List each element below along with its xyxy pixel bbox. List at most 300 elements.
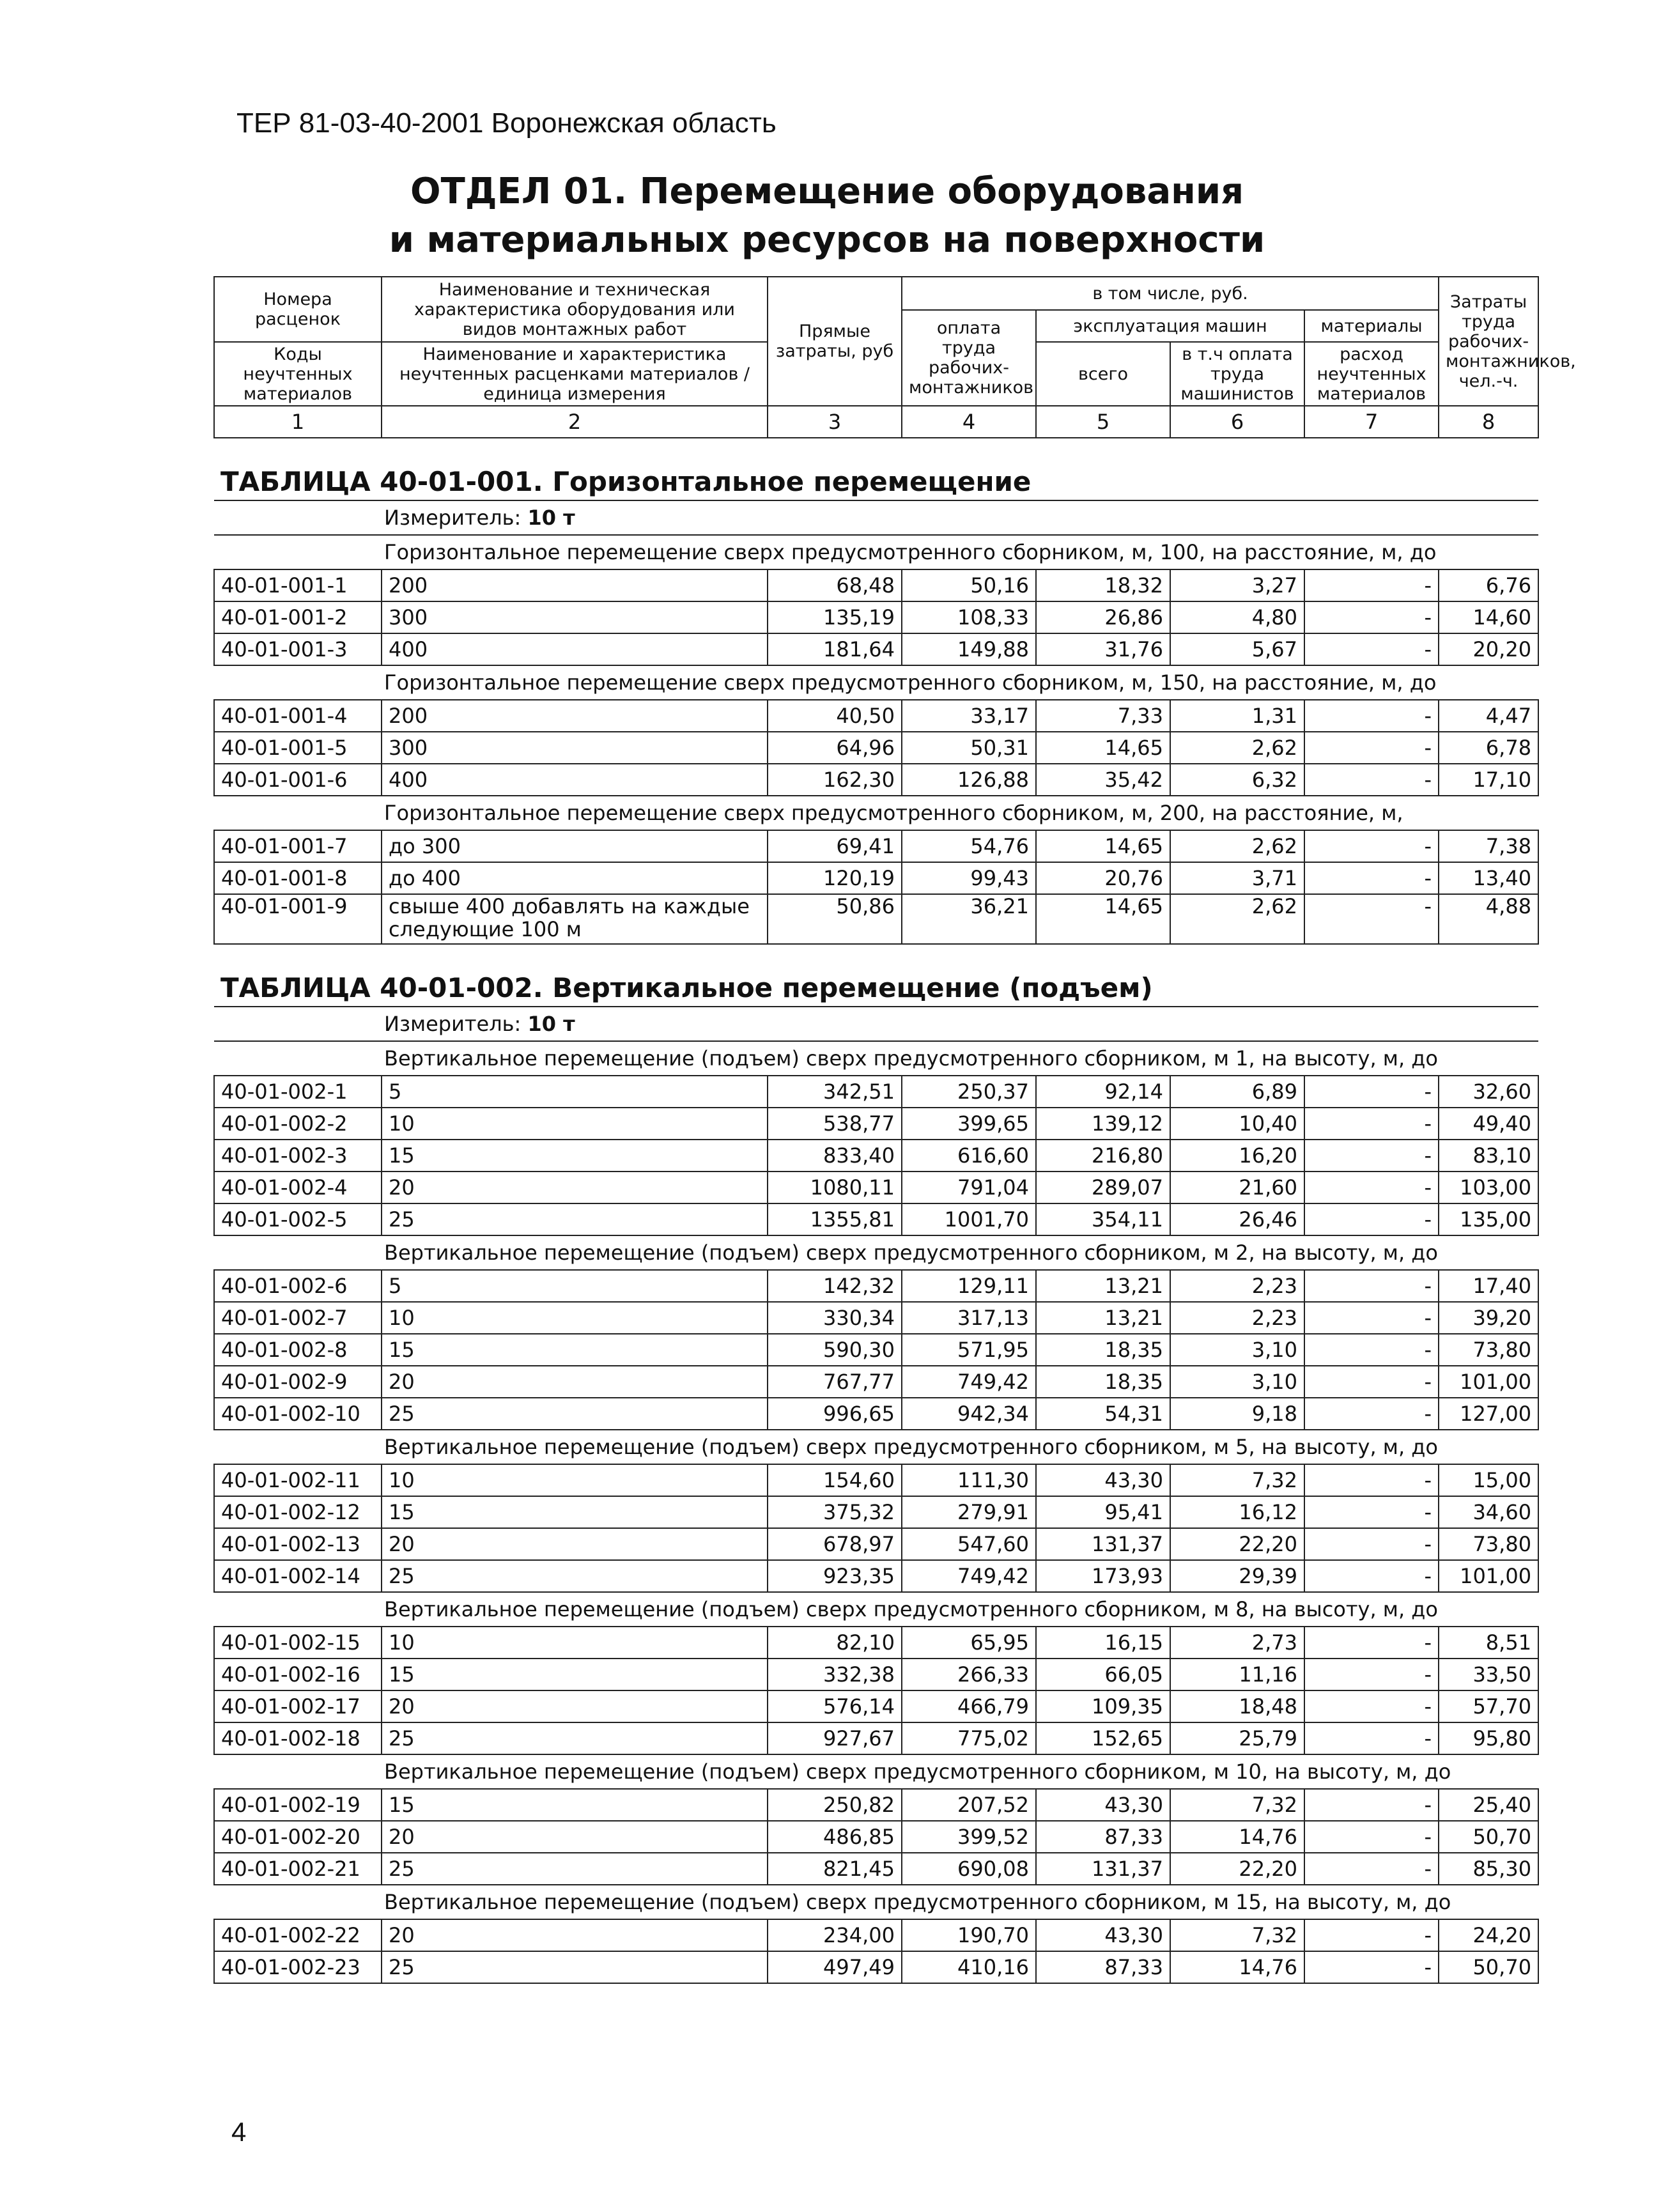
rate-name: 10	[382, 1108, 768, 1140]
rate-name: 25	[382, 1853, 768, 1885]
machines-total: 289,07	[1036, 1172, 1170, 1203]
group-caption-row	[214, 796, 1538, 830]
rate-code: 40-01-002-6	[214, 1270, 382, 1302]
rate-name: 300	[382, 601, 768, 633]
materials: -	[1304, 1853, 1439, 1885]
materials: -	[1304, 1690, 1439, 1722]
table-row	[214, 1853, 1538, 1885]
direct-costs: 142,32	[768, 1270, 902, 1302]
rate-name: 400	[382, 764, 768, 796]
header-labor-hours: Затраты труда рабочих-монтажников, чел.-ч.	[1439, 277, 1538, 406]
rate-name: до 400	[382, 862, 768, 894]
header-direct-costs: Прямые затраты, руб	[768, 277, 902, 406]
measure-value: 10 т	[527, 1012, 575, 1036]
labor-hours: 17,10	[1439, 764, 1538, 796]
labor-hours: 7,38	[1439, 830, 1538, 862]
group-caption: Вертикальное перемещение (подъем) сверх предусмотренного сборником, м 15, на высоту, м, до	[214, 1885, 1538, 1919]
labor-hours: 83,10	[1439, 1140, 1538, 1172]
direct-costs: 120,19	[768, 862, 902, 894]
table-row	[214, 1270, 1538, 1302]
page-number: 4	[231, 2117, 247, 2147]
group-caption-row	[214, 665, 1538, 700]
group-caption-row	[214, 1430, 1538, 1464]
direct-costs: 135,19	[768, 601, 902, 633]
rate-name: 20	[382, 1172, 768, 1203]
machines-total: 43,30	[1036, 1789, 1170, 1821]
table-row	[214, 1108, 1538, 1140]
direct-costs: 590,30	[768, 1334, 902, 1366]
table-row	[214, 601, 1538, 633]
labor-hours: 135,00	[1439, 1203, 1538, 1235]
header-material-consumption: расход неучтенных материалов	[1304, 342, 1439, 406]
labor-hours: 39,20	[1439, 1302, 1538, 1334]
worker-pay: 399,52	[902, 1821, 1036, 1853]
rate-name: до 300	[382, 830, 768, 862]
labor-hours: 14,60	[1439, 601, 1538, 633]
materials: -	[1304, 1108, 1439, 1140]
materials: -	[1304, 700, 1439, 732]
worker-pay: 775,02	[902, 1722, 1036, 1754]
table-row	[214, 633, 1538, 665]
table-row	[214, 1919, 1538, 1951]
rate-code: 40-01-002-8	[214, 1334, 382, 1366]
rate-name: 20	[382, 1690, 768, 1722]
group-caption-row	[214, 1885, 1538, 1919]
operator-pay: 3,71	[1170, 862, 1304, 894]
worker-pay: 54,76	[902, 830, 1036, 862]
labor-hours: 73,80	[1439, 1528, 1538, 1560]
table-row	[214, 1821, 1538, 1853]
rate-name: 25	[382, 1203, 768, 1235]
rate-code: 40-01-002-13	[214, 1528, 382, 1560]
rate-code: 40-01-001-5	[214, 732, 382, 764]
worker-pay: 129,11	[902, 1270, 1036, 1302]
materials: -	[1304, 1464, 1439, 1496]
worker-pay: 50,31	[902, 732, 1036, 764]
worker-pay: 99,43	[902, 862, 1036, 894]
table-row	[214, 1203, 1538, 1235]
rate-code: 40-01-002-14	[214, 1560, 382, 1592]
rate-name: 20	[382, 1366, 768, 1398]
operator-pay: 11,16	[1170, 1659, 1304, 1690]
operator-pay: 3,10	[1170, 1334, 1304, 1366]
column-number: 7	[1304, 406, 1439, 438]
operator-pay: 9,18	[1170, 1398, 1304, 1430]
header-rate-numbers: Номера расценок	[214, 277, 382, 342]
direct-costs: 996,65	[768, 1398, 902, 1430]
rate-code: 40-01-001-3	[214, 633, 382, 665]
measure-cell	[214, 1007, 1538, 1041]
worker-pay: 207,52	[902, 1789, 1036, 1821]
worker-pay: 942,34	[902, 1398, 1036, 1430]
header-unaccounted-codes: Коды неучтенных материалов	[214, 342, 382, 406]
direct-costs: 330,34	[768, 1302, 902, 1334]
header-machine-operation: эксплуатация машин	[1036, 310, 1304, 342]
operator-pay: 10,40	[1170, 1108, 1304, 1140]
group-caption-row	[214, 1754, 1538, 1789]
materials: -	[1304, 1334, 1439, 1366]
machines-total: 16,15	[1036, 1627, 1170, 1659]
direct-costs: 497,49	[768, 1951, 902, 1983]
machines-total: 139,12	[1036, 1108, 1170, 1140]
rate-code: 40-01-002-10	[214, 1398, 382, 1430]
direct-costs: 162,30	[768, 764, 902, 796]
group-caption-row	[214, 1235, 1538, 1270]
measure-label: Измеритель:	[384, 506, 522, 530]
labor-hours: 4,88	[1439, 894, 1538, 944]
direct-costs: 342,51	[768, 1076, 902, 1108]
labor-hours: 49,40	[1439, 1108, 1538, 1140]
direct-costs: 375,32	[768, 1496, 902, 1528]
machines-total: 87,33	[1036, 1951, 1170, 1983]
labor-hours: 103,00	[1439, 1172, 1538, 1203]
operator-pay: 7,32	[1170, 1464, 1304, 1496]
machines-total: 13,21	[1036, 1302, 1170, 1334]
worker-pay: 65,95	[902, 1627, 1036, 1659]
worker-pay: 571,95	[902, 1334, 1036, 1366]
operator-pay: 22,20	[1170, 1528, 1304, 1560]
machines-total: 131,37	[1036, 1528, 1170, 1560]
machines-total: 131,37	[1036, 1853, 1170, 1885]
materials: -	[1304, 1659, 1439, 1690]
labor-hours: 25,40	[1439, 1789, 1538, 1821]
table-title: ТАБЛИЦА 40-01-001. Горизонтальное перемещение	[214, 438, 1538, 500]
measure-value: 10 т	[527, 506, 575, 530]
section-title-line-1: ОТДЕЛ 01. Перемещение оборудования	[410, 171, 1244, 212]
labor-hours: 13,40	[1439, 862, 1538, 894]
materials: -	[1304, 1496, 1439, 1528]
labor-hours: 73,80	[1439, 1334, 1538, 1366]
materials: -	[1304, 633, 1439, 665]
column-number: 8	[1439, 406, 1538, 438]
labor-hours: 101,00	[1439, 1366, 1538, 1398]
worker-pay: 410,16	[902, 1951, 1036, 1983]
measure-label: Измеритель:	[384, 1012, 522, 1036]
machines-total: 18,35	[1036, 1334, 1170, 1366]
rate-name: 10	[382, 1302, 768, 1334]
direct-costs: 82,10	[768, 1627, 902, 1659]
rate-code: 40-01-002-2	[214, 1108, 382, 1140]
labor-hours: 50,70	[1439, 1821, 1538, 1853]
labor-hours: 33,50	[1439, 1659, 1538, 1690]
operator-pay: 1,31	[1170, 700, 1304, 732]
column-number: 2	[382, 406, 768, 438]
direct-costs: 538,77	[768, 1108, 902, 1140]
machines-total: 216,80	[1036, 1140, 1170, 1172]
rate-name: 200	[382, 700, 768, 732]
materials: -	[1304, 569, 1439, 601]
column-number: 3	[768, 406, 902, 438]
rate-code: 40-01-002-1	[214, 1076, 382, 1108]
materials: -	[1304, 1560, 1439, 1592]
rate-code: 40-01-001-8	[214, 862, 382, 894]
column-number: 6	[1170, 406, 1304, 438]
rate-code: 40-01-001-1	[214, 569, 382, 601]
worker-pay: 50,16	[902, 569, 1036, 601]
operator-pay: 25,79	[1170, 1722, 1304, 1754]
machines-total: 18,35	[1036, 1366, 1170, 1398]
machines-total: 66,05	[1036, 1659, 1170, 1690]
machines-total: 18,32	[1036, 569, 1170, 601]
materials: -	[1304, 1722, 1439, 1754]
materials: -	[1304, 1821, 1439, 1853]
measure-cell	[214, 500, 1538, 535]
table-row	[214, 1140, 1538, 1172]
rate-code: 40-01-001-7	[214, 830, 382, 862]
worker-pay: 399,65	[902, 1108, 1036, 1140]
rate-code: 40-01-002-16	[214, 1659, 382, 1690]
rate-code: 40-01-002-5	[214, 1203, 382, 1235]
labor-hours: 101,00	[1439, 1560, 1538, 1592]
rate-name: 25	[382, 1951, 768, 1983]
operator-pay: 2,23	[1170, 1302, 1304, 1334]
materials: -	[1304, 1302, 1439, 1334]
worker-pay: 1001,70	[902, 1203, 1036, 1235]
section-title-line-2: и материальных ресурсов на поверхности	[389, 219, 1265, 261]
direct-costs: 69,41	[768, 830, 902, 862]
group-caption: Вертикальное перемещение (подъем) сверх предусмотренного сборником, м 5, на высоту, м, до	[214, 1430, 1538, 1464]
direct-costs: 576,14	[768, 1690, 902, 1722]
table-row	[214, 1951, 1538, 1983]
table-row	[214, 1496, 1538, 1528]
rate-code: 40-01-002-19	[214, 1789, 382, 1821]
rate-code: 40-01-002-7	[214, 1302, 382, 1334]
direct-costs: 1080,11	[768, 1172, 902, 1203]
direct-costs: 50,86	[768, 894, 902, 944]
labor-hours: 50,70	[1439, 1951, 1538, 1983]
rate-name: 20	[382, 1528, 768, 1560]
group-caption: Вертикальное перемещение (подъем) сверх предусмотренного сборником, м 8, на высоту, м, до	[214, 1592, 1538, 1627]
rate-name: 15	[382, 1659, 768, 1690]
rate-code: 40-01-002-12	[214, 1496, 382, 1528]
machines-total: 95,41	[1036, 1496, 1170, 1528]
rate-code: 40-01-002-15	[214, 1627, 382, 1659]
materials: -	[1304, 1398, 1439, 1430]
worker-pay: 190,70	[902, 1919, 1036, 1951]
machines-total: 20,76	[1036, 862, 1170, 894]
rate-name: 200	[382, 569, 768, 601]
rate-name: 25	[382, 1398, 768, 1430]
worker-pay: 791,04	[902, 1172, 1036, 1203]
materials: -	[1304, 862, 1439, 894]
operator-pay: 2,62	[1170, 830, 1304, 862]
rate-code: 40-01-001-6	[214, 764, 382, 796]
operator-pay: 18,48	[1170, 1690, 1304, 1722]
worker-pay: 266,33	[902, 1659, 1036, 1690]
direct-costs: 40,50	[768, 700, 902, 732]
materials: -	[1304, 1528, 1439, 1560]
rate-code: 40-01-001-2	[214, 601, 382, 633]
operator-pay: 4,80	[1170, 601, 1304, 633]
worker-pay: 749,42	[902, 1366, 1036, 1398]
table-row	[214, 894, 1538, 944]
operator-pay: 2,62	[1170, 732, 1304, 764]
rate-name: 15	[382, 1334, 768, 1366]
direct-costs: 250,82	[768, 1789, 902, 1821]
labor-hours: 34,60	[1439, 1496, 1538, 1528]
table-row	[214, 1659, 1538, 1690]
rates-table	[213, 276, 1576, 1984]
machines-total: 31,76	[1036, 633, 1170, 665]
labor-hours: 20,20	[1439, 633, 1538, 665]
machines-total: 54,31	[1036, 1398, 1170, 1430]
table-row	[214, 1528, 1538, 1560]
group-caption: Горизонтальное перемещение сверх предусмотренного сборником, м, 150, на расстояние, м, до	[214, 665, 1538, 700]
materials: -	[1304, 732, 1439, 764]
materials: -	[1304, 601, 1439, 633]
table-row	[214, 862, 1538, 894]
table-row	[214, 764, 1538, 796]
labor-hours: 24,20	[1439, 1919, 1538, 1951]
machines-total: 26,86	[1036, 601, 1170, 633]
operator-pay: 2,73	[1170, 1627, 1304, 1659]
materials: -	[1304, 894, 1439, 944]
table-row	[214, 1690, 1538, 1722]
table-row	[214, 1627, 1538, 1659]
machines-total: 14,65	[1036, 830, 1170, 862]
table-row	[214, 700, 1538, 732]
direct-costs: 181,64	[768, 633, 902, 665]
operator-pay: 29,39	[1170, 1560, 1304, 1592]
direct-costs: 833,40	[768, 1140, 902, 1172]
header-materials: материалы	[1304, 310, 1439, 342]
table-row	[214, 1722, 1538, 1754]
operator-pay: 6,89	[1170, 1076, 1304, 1108]
table-row	[214, 569, 1538, 601]
rate-name: 15	[382, 1789, 768, 1821]
group-caption: Вертикальное перемещение (подъем) сверх предусмотренного сборником, м 10, на высоту, м, до	[214, 1754, 1538, 1789]
machines-total: 35,42	[1036, 764, 1170, 796]
table-row	[214, 1464, 1538, 1496]
table-row	[214, 1366, 1538, 1398]
column-number: 1	[214, 406, 382, 438]
measure-row	[214, 1007, 1538, 1041]
direct-costs: 64,96	[768, 732, 902, 764]
operator-pay: 7,32	[1170, 1919, 1304, 1951]
operator-pay: 22,20	[1170, 1853, 1304, 1885]
labor-hours: 6,76	[1439, 569, 1538, 601]
labor-hours: 15,00	[1439, 1464, 1538, 1496]
direct-costs: 767,77	[768, 1366, 902, 1398]
table-row	[214, 1398, 1538, 1430]
worker-pay: 616,60	[902, 1140, 1036, 1172]
table-row	[214, 732, 1538, 764]
worker-pay: 279,91	[902, 1496, 1036, 1528]
worker-pay: 250,37	[902, 1076, 1036, 1108]
machines-total: 173,93	[1036, 1560, 1170, 1592]
rate-name: 15	[382, 1140, 768, 1172]
header-machines-total: всего	[1036, 342, 1170, 406]
table-row	[214, 830, 1538, 862]
rate-code: 40-01-002-9	[214, 1366, 382, 1398]
table-row	[214, 1560, 1538, 1592]
worker-pay: 466,79	[902, 1690, 1036, 1722]
labor-hours: 57,70	[1439, 1690, 1538, 1722]
table-row	[214, 1334, 1538, 1366]
materials: -	[1304, 1627, 1439, 1659]
machines-total: 152,65	[1036, 1722, 1170, 1754]
worker-pay: 690,08	[902, 1853, 1036, 1885]
direct-costs: 332,38	[768, 1659, 902, 1690]
labor-hours: 6,78	[1439, 732, 1538, 764]
operator-pay: 3,27	[1170, 569, 1304, 601]
operator-pay: 16,12	[1170, 1496, 1304, 1528]
machines-total: 7,33	[1036, 700, 1170, 732]
group-caption: Вертикальное перемещение (подъем) сверх предусмотренного сборником, м 1, на высоту, м, до	[214, 1041, 1538, 1076]
operator-pay: 14,76	[1170, 1821, 1304, 1853]
rate-name: 15	[382, 1496, 768, 1528]
rate-name: 5	[382, 1270, 768, 1302]
direct-costs: 923,35	[768, 1560, 902, 1592]
labor-hours: 95,80	[1439, 1722, 1538, 1754]
rate-name: 25	[382, 1722, 768, 1754]
table-title-row	[214, 944, 1538, 1007]
labor-hours: 32,60	[1439, 1076, 1538, 1108]
machines-total: 43,30	[1036, 1919, 1170, 1951]
worker-pay: 149,88	[902, 633, 1036, 665]
operator-pay: 5,67	[1170, 633, 1304, 665]
column-number: 4	[902, 406, 1036, 438]
column-numbers-row	[214, 406, 1538, 438]
rate-name: 20	[382, 1919, 768, 1951]
direct-costs: 68,48	[768, 569, 902, 601]
group-caption: Горизонтальное перемещение сверх предусмотренного сборником, м, 200, на расстояние, м,	[214, 796, 1538, 830]
page-header: ТЕР 81-03-40-2001 Воронежская область	[236, 107, 777, 139]
machines-total: 43,30	[1036, 1464, 1170, 1496]
labor-hours: 127,00	[1439, 1398, 1538, 1430]
worker-pay: 749,42	[902, 1560, 1036, 1592]
worker-pay: 36,21	[902, 894, 1036, 944]
operator-pay: 14,76	[1170, 1951, 1304, 1983]
operator-pay: 16,20	[1170, 1140, 1304, 1172]
operator-pay: 2,62	[1170, 894, 1304, 944]
materials: -	[1304, 830, 1439, 862]
direct-costs: 821,45	[768, 1853, 902, 1885]
machines-total: 14,65	[1036, 732, 1170, 764]
rate-name: 25	[382, 1560, 768, 1592]
column-number: 5	[1036, 406, 1170, 438]
machines-total: 87,33	[1036, 1821, 1170, 1853]
materials: -	[1304, 1172, 1439, 1203]
rate-code: 40-01-002-21	[214, 1853, 382, 1885]
section-title	[0, 167, 1654, 265]
table-row	[214, 1172, 1538, 1203]
materials: -	[1304, 1366, 1439, 1398]
direct-costs: 678,97	[768, 1528, 902, 1560]
table-row	[214, 1302, 1538, 1334]
rate-name: 10	[382, 1464, 768, 1496]
rate-code: 40-01-002-17	[214, 1690, 382, 1722]
operator-pay: 6,32	[1170, 764, 1304, 796]
header-unaccounted-materials: Наименование и характеристика неучтенных расценками материалов / единица измерения	[382, 342, 768, 406]
direct-costs: 154,60	[768, 1464, 902, 1496]
machines-total: 14,65	[1036, 894, 1170, 944]
rate-code: 40-01-002-4	[214, 1172, 382, 1203]
materials: -	[1304, 1076, 1439, 1108]
worker-pay: 547,60	[902, 1528, 1036, 1560]
group-caption: Вертикальное перемещение (подъем) сверх предусмотренного сборником, м 2, на высоту, м, до	[214, 1235, 1538, 1270]
table-row	[214, 1789, 1538, 1821]
rate-code: 40-01-001-9	[214, 894, 382, 944]
materials: -	[1304, 1270, 1439, 1302]
operator-pay: 2,23	[1170, 1270, 1304, 1302]
rate-name: 5	[382, 1076, 768, 1108]
worker-pay: 111,30	[902, 1464, 1036, 1496]
worker-pay: 317,13	[902, 1302, 1036, 1334]
group-caption-row	[214, 535, 1538, 569]
table-title-row	[214, 438, 1538, 500]
worker-pay: 33,17	[902, 700, 1036, 732]
